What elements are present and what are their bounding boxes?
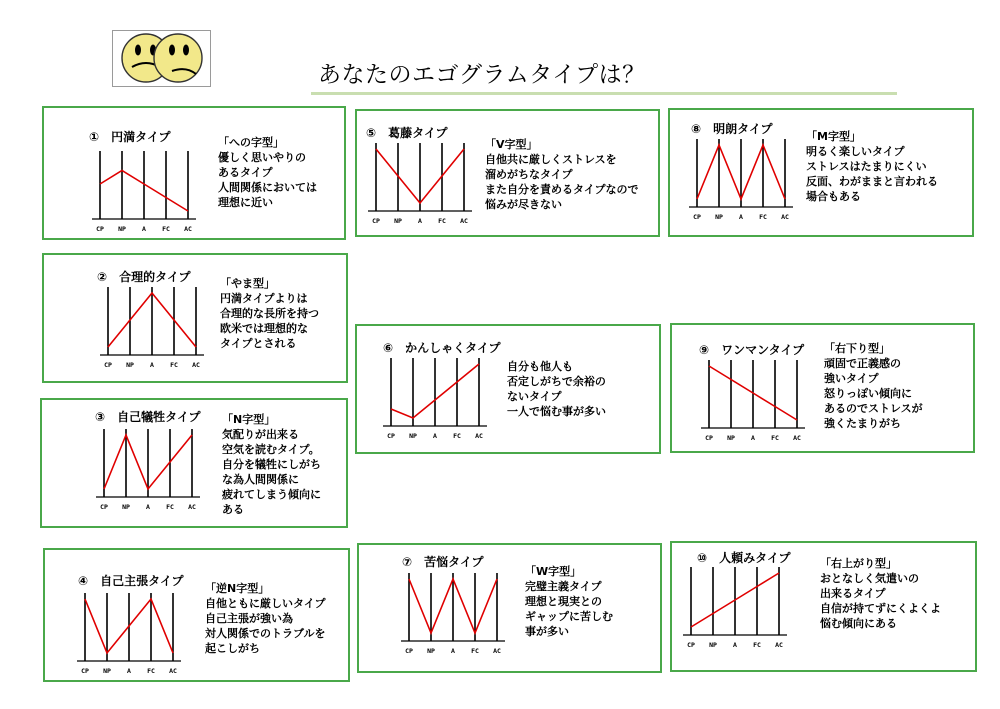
description-line: 強いタイプ <box>824 372 879 385</box>
axis-tick-label: NP <box>409 432 417 440</box>
card-title: ① 円満タイプ <box>89 130 171 144</box>
description-line: 出来るタイプ <box>820 587 886 600</box>
axis-tick-label: CP <box>104 361 112 369</box>
description-line: 「右上がり型」 <box>820 557 897 570</box>
type-card-8 <box>668 108 974 237</box>
description-line: 悩みが尽きない <box>485 198 562 211</box>
axis-tick-label: FC <box>753 641 761 649</box>
description-line: 「右下り型」 <box>824 342 890 355</box>
card-title: ④ 自己主張タイプ <box>78 574 184 588</box>
axis-tick-label: A <box>418 217 422 225</box>
axis-tick-label: A <box>146 503 150 511</box>
description-line: ストレスはたまりにくい <box>806 160 927 173</box>
description-line: また自分を責めるタイプなので <box>485 183 639 196</box>
sad-face-icon <box>154 34 202 82</box>
axis-tick-label: CP <box>100 503 108 511</box>
card-title: ② 合理的タイプ <box>97 270 191 284</box>
description-line: ギャップに苦しむ <box>525 610 613 623</box>
card-title: ⑦ 苦悩タイプ <box>402 555 484 569</box>
description-line: 優しく思いやりの <box>218 151 306 164</box>
card-description <box>820 556 941 631</box>
description-line: 疲れてしまう傾向に <box>222 488 321 501</box>
card-description <box>806 129 938 204</box>
axis-tick-label: NP <box>118 225 126 233</box>
description-line: 場合もある <box>806 190 861 203</box>
axis-tick-label: FC <box>162 225 170 233</box>
egogram-chart <box>100 280 204 370</box>
egogram-chart <box>96 422 200 512</box>
description-line: 頑固で正義感の <box>824 357 901 370</box>
axis-tick-label: FC <box>166 503 174 511</box>
description-line: 円満タイプよりは <box>220 292 308 305</box>
card-description <box>824 341 923 431</box>
description-line: 自他ともに厳しいタイプ <box>205 597 326 610</box>
egogram-chart <box>701 353 805 443</box>
axis-tick-label: FC <box>438 217 446 225</box>
axis-tick-label: A <box>127 667 131 675</box>
axis-tick-label: A <box>739 213 743 221</box>
description-line: 一人で悩む事が多い <box>507 405 606 418</box>
egogram-chart <box>683 560 787 650</box>
description-line: 自分を犠牲にしがち <box>222 458 321 471</box>
description-line: ある <box>222 503 244 516</box>
description-line: 強くたまりがち <box>824 417 901 430</box>
axis-tick-label: AC <box>781 213 789 221</box>
axis-tick-label: AC <box>169 667 177 675</box>
axis-tick-label: AC <box>188 503 196 511</box>
card-description <box>485 137 638 212</box>
type-card-9 <box>670 323 975 453</box>
axis-tick-label: A <box>142 225 146 233</box>
card-description <box>220 276 319 351</box>
description-line: おとなしく気遣いの <box>820 572 919 585</box>
axis-tick-label: NP <box>122 503 130 511</box>
description-line: 溜めがちなタイプ <box>485 168 573 181</box>
axis-tick-label: AC <box>475 432 483 440</box>
description-line: タイプとされる <box>220 337 297 350</box>
description-line: 自信が持てずにくよくよ <box>820 602 941 615</box>
type-card-7 <box>357 543 662 673</box>
header-faces-logo <box>112 30 211 87</box>
description-line: ないタイプ <box>507 390 562 403</box>
page-title: あなたのエゴグラムタイプは？ <box>318 62 646 88</box>
type-card-2 <box>42 253 348 383</box>
axis-tick-label: AC <box>493 647 501 655</box>
description-line: 完璧主義タイプ <box>525 580 602 593</box>
description-line: 合理的な長所を持つ <box>220 307 319 320</box>
description-line: 「M字型」 <box>806 130 861 143</box>
axis-tick-label: AC <box>184 225 192 233</box>
axis-tick-label: CP <box>687 641 695 649</box>
description-line: 反面、わがままと言われる <box>806 175 938 188</box>
axis-tick-label: CP <box>81 667 89 675</box>
card-title: ⑨ ワンマンタイプ <box>699 343 805 357</box>
description-line: 「やま型」 <box>220 277 275 290</box>
axis-tick-label: FC <box>453 432 461 440</box>
description-line: 起こしがち <box>205 642 260 655</box>
axis-tick-label: AC <box>793 434 801 442</box>
axis-tick-label: NP <box>394 217 402 225</box>
axis-tick-label: NP <box>126 361 134 369</box>
axis-tick-label: AC <box>775 641 783 649</box>
card-title: ⑤ 葛藤タイプ <box>366 126 448 140</box>
axis-tick-label: A <box>150 361 154 369</box>
description-line: あるタイプ <box>218 166 273 179</box>
axis-tick-label: NP <box>709 641 717 649</box>
card-description <box>222 412 321 517</box>
description-line: な為人間関係に <box>222 473 299 486</box>
card-description <box>507 359 606 419</box>
type-card-6 <box>355 324 661 454</box>
card-description <box>205 581 326 656</box>
axis-tick-label: NP <box>727 434 735 442</box>
description-line: 「逆N字型」 <box>205 582 270 595</box>
axis-tick-label: A <box>751 434 755 442</box>
description-line: 気配りが出来る <box>222 428 299 441</box>
description-line: 自他共に厳しくストレスを <box>485 153 617 166</box>
axis-tick-label: CP <box>372 217 380 225</box>
card-title: ⑩ 人頼みタイプ <box>697 551 791 565</box>
description-line: 空気を読むタイプ。 <box>222 443 320 456</box>
title-rule <box>311 92 897 95</box>
type-card-3 <box>40 398 348 528</box>
card-title: ⑥ かんしゃくタイプ <box>383 341 501 355</box>
type-card-4 <box>43 548 350 682</box>
description-line: 人間関係においては <box>218 181 317 194</box>
description-line: 「W字型」 <box>525 565 582 578</box>
type-card-10 <box>670 541 977 672</box>
description-line: 「N字型」 <box>222 413 276 426</box>
description-line: 理想に近い <box>218 196 273 209</box>
axis-tick-label: CP <box>405 647 413 655</box>
axis-tick-label: NP <box>103 667 111 675</box>
axis-tick-label: FC <box>771 434 779 442</box>
description-line: 否定しがちで余裕の <box>507 375 606 388</box>
egogram-chart <box>383 351 487 441</box>
axis-tick-label: CP <box>693 213 701 221</box>
description-line: 「への字型」 <box>218 136 284 149</box>
axis-tick-label: AC <box>460 217 468 225</box>
axis-tick-label: AC <box>192 361 200 369</box>
type-card-1 <box>42 106 346 240</box>
axis-tick-label: CP <box>96 225 104 233</box>
egogram-chart <box>77 586 181 676</box>
description-line: 対人関係でのトラブルを <box>205 627 326 640</box>
type-card-5 <box>355 109 660 237</box>
axis-tick-label: FC <box>759 213 767 221</box>
axis-tick-label: FC <box>170 361 178 369</box>
axis-tick-label: FC <box>471 647 479 655</box>
egogram-chart <box>401 566 505 656</box>
description-line: 自分も他人も <box>507 360 573 373</box>
description-line: 悩む傾向にある <box>820 617 897 630</box>
card-title: ③ 自己犠牲タイプ <box>95 410 201 424</box>
description-line: 事が多い <box>525 625 569 638</box>
egogram-chart <box>368 136 472 226</box>
egogram-chart <box>689 132 793 222</box>
description-line: 理想と現実との <box>525 595 602 608</box>
description-line: 「V字型」 <box>485 138 538 151</box>
egogram-chart <box>92 144 196 234</box>
card-description <box>525 564 613 639</box>
axis-tick-label: A <box>451 647 455 655</box>
axis-tick-label: CP <box>705 434 713 442</box>
description-line: 怒りっぽい傾向に <box>824 387 912 400</box>
description-line: 欧米では理想的な <box>220 322 308 335</box>
description-line: あるのでストレスが <box>824 402 923 415</box>
description-line: 明るく楽しいタイプ <box>806 145 905 158</box>
description-line: 自己主張が強い為 <box>205 612 293 625</box>
axis-tick-label: A <box>433 432 437 440</box>
axis-tick-label: CP <box>387 432 395 440</box>
card-description <box>218 135 317 210</box>
axis-tick-label: A <box>733 641 737 649</box>
card-title: ⑧ 明朗タイプ <box>691 122 773 136</box>
axis-tick-label: FC <box>147 667 155 675</box>
axis-tick-label: NP <box>427 647 435 655</box>
axis-tick-label: NP <box>715 213 723 221</box>
